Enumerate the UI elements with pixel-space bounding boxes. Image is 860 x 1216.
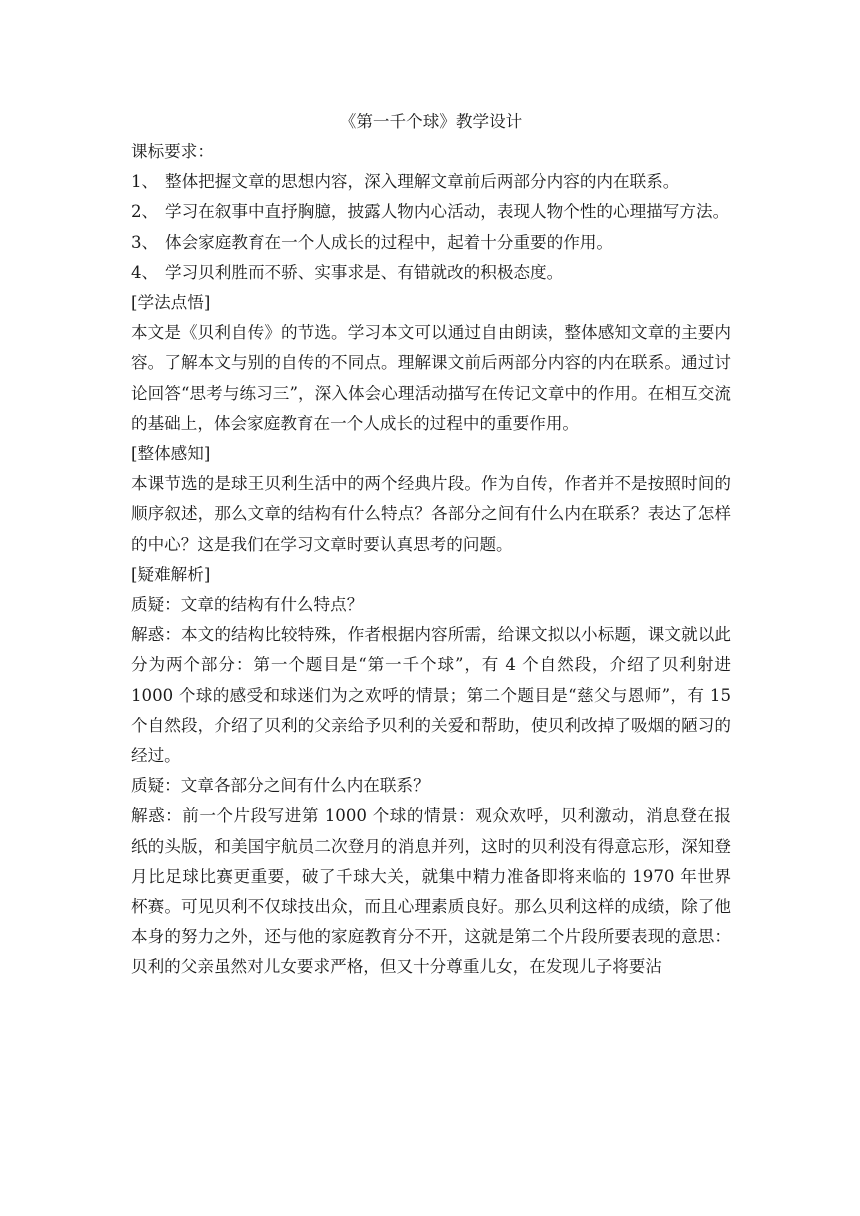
qa-heading: [疑难解析] [131, 564, 211, 584]
standard-number: 3、 [131, 232, 159, 252]
standard-item-2 [131, 197, 731, 227]
standard-item-1 [131, 167, 731, 197]
standard-text: 学习在叙事中直抒胸臆，披露人物内心活动，表现人物个性的心理描写方法。 [165, 202, 730, 222]
question-1: 质疑：文章的结构有什么特点？ [131, 595, 364, 615]
overall-paragraph: 本课节选的是球王贝利生活中的两个经典片段。作为自传，作者并不是按照时间的顺序叙述，那么文章的结构有什么特点？各部分之间有什么内在联系？表达了怎样的中心？这是我们在学习文章时要认真思考的问题。 [131, 474, 731, 554]
method-paragraph: 本文是《贝利自传》的节选。学习本文可以通过自由朗读，整体感知文章的主要内容。了解本文与别的自传的不同点。理解课文前后两部分内容的内在联系。通过讨论回答“思考与练习三”，深入体会心理活动描写在传记文章中的作用。在相互交流的基础上，体会家庭教育在一个人成长的过程中的重要作用。 [131, 323, 731, 433]
standard-item-3 [131, 228, 731, 258]
standard-number: 4、 [131, 262, 159, 282]
document-body [131, 107, 731, 983]
question-2: 质疑：文章各部分之间有什么内在联系？ [131, 776, 430, 796]
overall-heading: [整体感知] [131, 444, 211, 464]
document-title: 《第一千个球》教学设计 [339, 112, 523, 131]
answer-1: 解惑：本文的结构比较特殊，作者根据内容所需，给课文拟以小标题，课文就以此分为两个部分：第一个题目是“第一千个球”，有 4 个自然段，介绍了贝利射进 1000 个球的感受和球迷们为之欢呼的情景；第二个题目是“慈父与恩师”，有 15 个自然段，介绍了贝利的父亲给予贝利的关爱和帮助，使贝利改掉了吸烟的陋习的经过。 [131, 625, 731, 766]
standard-text: 体会家庭教育在一个人成长的过程中，起着十分重要的作用。 [165, 232, 614, 252]
answer-2: 解惑：前一个片段写进第 1000 个球的情景：观众欢呼，贝利激动，消息登在报纸的头版，和美国宇航员二次登月的消息并列，这时的贝利没有得意忘形，深知登月比足球比赛更重要，破了千球大关，就集中精力准备即将来临的 1970 年世界杯赛。可见贝利不仅球技出众，而且心理素质良好。那么贝利这样的成绩，除了他本身的努力之外，还与他的家庭教育分不开，这就是第二个片段所要表现的意思：贝利的父亲虽然对儿女要求严格，但又十分尊重儿女，在发现儿子将要沾 [131, 806, 731, 977]
standards-heading: 课标要求： [131, 142, 214, 161]
standard-text: 整体把握文章的思想内容，深入理解文章前后两部分内容的内在联系。 [165, 172, 680, 192]
standard-number: 1、 [131, 172, 159, 192]
standard-number: 2、 [131, 202, 159, 222]
standard-item-4 [131, 258, 731, 288]
method-heading: [学法点悟] [131, 293, 211, 313]
standard-text: 学习贝利胜而不骄、实事求是、有错就改的积极态度。 [165, 262, 564, 282]
